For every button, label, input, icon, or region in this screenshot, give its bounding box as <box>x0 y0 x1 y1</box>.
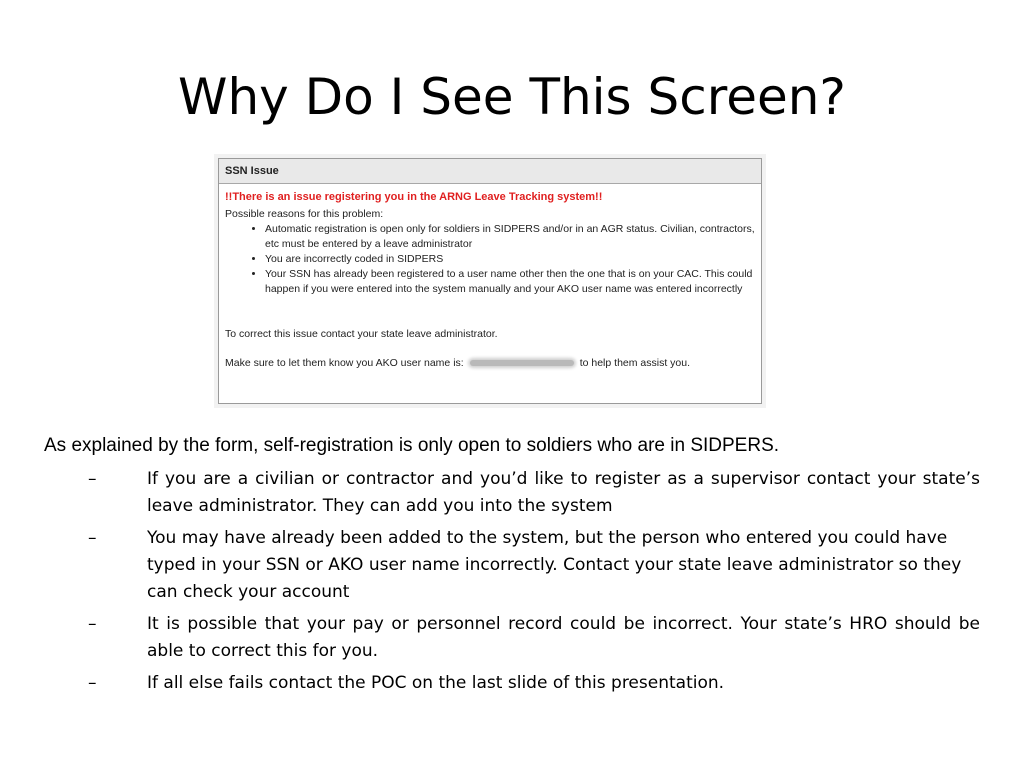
dash-bullet: – <box>88 673 97 693</box>
panel-header: SSN Issue <box>219 159 761 184</box>
explanation-list <box>88 466 980 702</box>
reason-item: • You are incorrectly coded in SIDPERS <box>265 252 755 267</box>
blurred-username <box>470 360 574 366</box>
ssn-issue-panel <box>218 158 762 404</box>
form-screenshot <box>214 154 766 408</box>
list-item-text: If you are a civilian or contractor and you’d like to register as a supervisor contact your state’s leave administrator. They can add you into the system <box>147 469 980 516</box>
dash-bullet: – <box>88 528 97 548</box>
username-note-prefix: Make sure to let them know you AKO user name is: <box>225 357 464 369</box>
list-item <box>88 525 980 606</box>
error-alert: !!There is an issue registering you in the ARNG Leave Tracking system!! <box>225 191 603 203</box>
reason-item: • Automatic registration is open only for soldiers in SIDPERS and/or in an AGR status. Civilian, contractors, etc must be entered by a leave administrator <box>265 222 755 252</box>
reason-item: • Your SSN has already been registered to a user name other then the one that is on your CAC. This could happen if you were entered into the system manually and your AKO user name was entered incorrectly <box>265 267 755 297</box>
dash-bullet: – <box>88 614 97 634</box>
intro-text: As explained by the form, self-registration is only open to soldiers who are in SIDPERS. <box>44 435 780 456</box>
dash-bullet: – <box>88 469 97 489</box>
correct-instructions: To correct this issue contact your state leave administrator. <box>225 328 498 340</box>
reasons-list <box>225 222 755 297</box>
slide-title: Why Do I See This Screen? <box>178 68 846 126</box>
list-item <box>88 611 980 665</box>
list-item-text: You may have already been added to the system, but the person who entered you could have typed in your SSN or AKO user name incorrectly. Contact your state leave administrator so they can check your account <box>147 528 962 602</box>
username-note-suffix: to help them assist you. <box>579 357 691 369</box>
panel-body <box>219 184 761 371</box>
username-note <box>225 356 755 371</box>
list-item <box>88 466 980 520</box>
reasons-label: Possible reasons for this problem: <box>225 208 384 220</box>
list-item <box>88 670 980 697</box>
list-item-text: If all else fails contact the POC on the last slide of this presentation. <box>147 673 725 693</box>
list-item-text: It is possible that your pay or personnel record could be incorrect. Your state’s HRO should be able to correct this for you. <box>147 614 980 661</box>
